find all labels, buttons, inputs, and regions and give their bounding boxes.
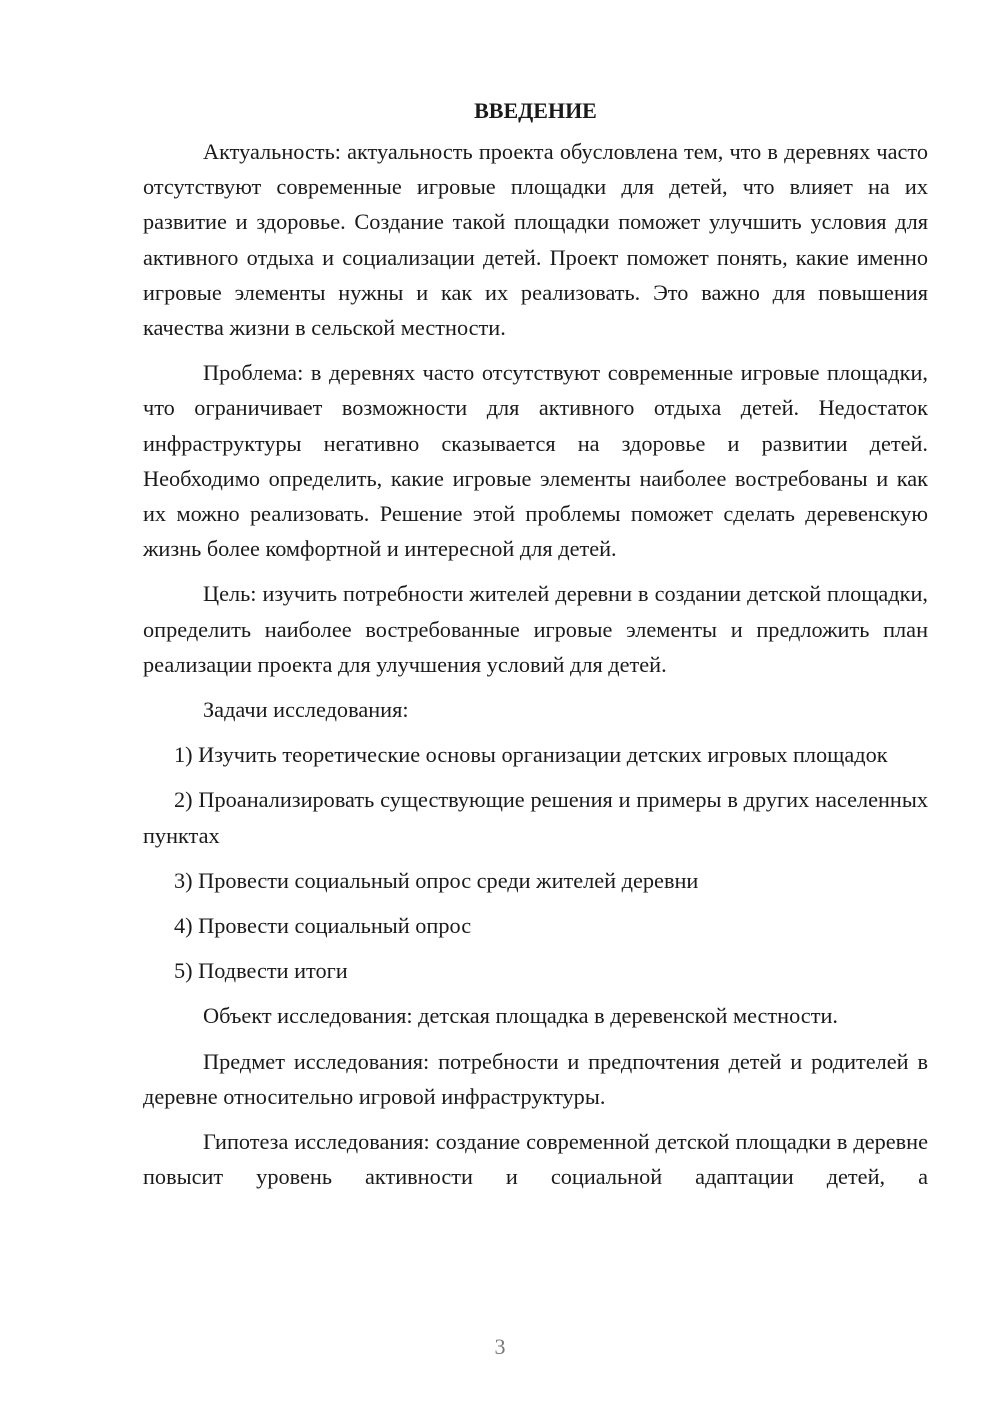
task-item-4: 4) Провести социальный опрос	[174, 913, 472, 939]
paragraph-object: Объект исследования: детская площадка в деревенской местности.	[203, 1003, 838, 1029]
document-page	[143, 96, 928, 1204]
paragraph-hypothesis: Гипотеза исследования: создание современной детской площадки в деревне повысит уровень активности и социальной адаптации детей, а	[143, 1129, 928, 1190]
paragraph-goal: Цель: изучить потребности жителей деревни в создании детской площадки, определить наиболее востребованные игровые элементы и предложить план реализации проекта для улучшения условий для детей.	[143, 581, 928, 677]
task-item-3: 3) Провести социальный опрос среди жителей деревни	[174, 867, 699, 893]
tasks-heading: Задачи исследования:	[203, 697, 409, 723]
task-item-5: 5) Подвести итоги	[174, 958, 348, 984]
task-item-1: 1) Изучить теоретические основы организации детских игровых площадок	[174, 742, 888, 768]
paragraph-problem: Проблема: в деревнях часто отсутствуют современные игровые площадки, что ограничивает возможности для активного отдыха детей. Недостаток инфраструктуры негативно сказывается на здоровье и развитии детей. Необходимо определить, какие игровые элементы наиболее востребованы и как их можно реализовать. Решение этой проблемы поможет сделать деревенскую жизнь более комфортной и интересной для детей.	[143, 360, 928, 562]
paragraph-relevance: Актуальность: актуальность проекта обусловлена тем, что в деревнях часто отсутствуют современные игровые площадки для детей, что влияет на их развитие и здоровье. Создание такой площадки поможет улучшить условия для активного отдыха и социализации детей. Проект поможет понять, какие именно игровые элементы нужны и как их реализовать. Это важно для повышения качества жизни в сельской местности.	[143, 139, 928, 341]
section-title: ВВЕДЕНИЕ	[474, 98, 597, 123]
paragraph-subject: Предмет исследования: потребности и предпочтения детей и родителей в деревне относительно игровой инфраструктуры.	[143, 1048, 928, 1109]
task-item-2: 2) Проанализировать существующие решения и примеры в других населенных пунктах	[143, 787, 928, 848]
page-number: 3	[494, 1334, 506, 1359]
